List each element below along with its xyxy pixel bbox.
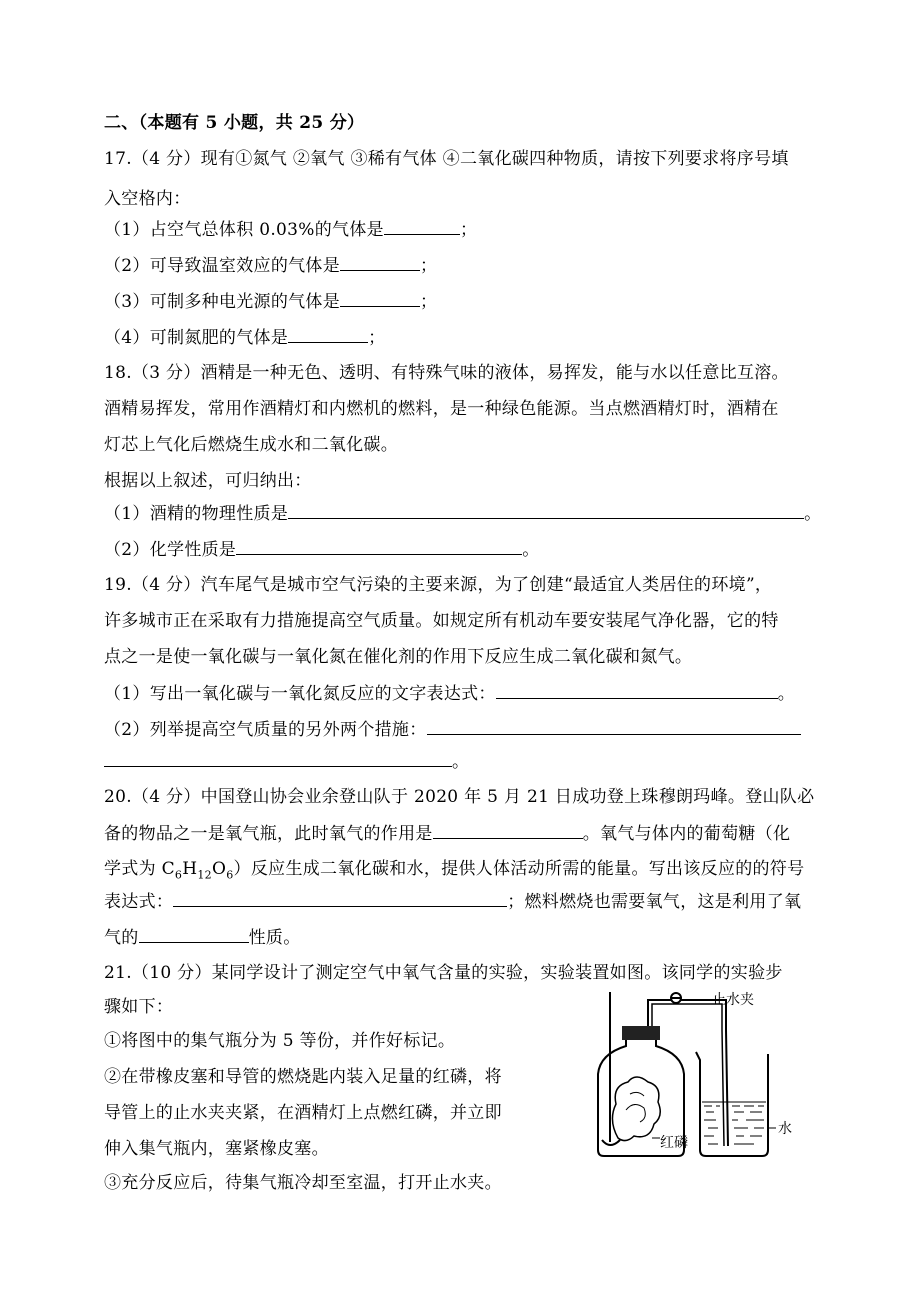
q18-item2: （2）化学性质是 。 (104, 540, 540, 560)
section-title: 二、（本题有 5 小题，共 25 分） (104, 113, 365, 133)
apparatus-svg (578, 990, 818, 1160)
q21-step3: ③充分反应后，待集气瓶冷却至室温，打开止水夹。 (104, 1173, 502, 1193)
q19-item1: （1）写出一氧化碳与一氧化氮反应的文字表达式： 。 (104, 684, 796, 704)
glass-tube (648, 1000, 728, 1146)
experiment-apparatus-diagram (578, 990, 818, 1160)
q21-step2c: 伸入集气瓶内，塞紧橡皮塞。 (104, 1139, 329, 1159)
q17-line2: 入空格内： (104, 189, 191, 209)
answer-blank[interactable] (340, 290, 420, 307)
water-surface (702, 1102, 766, 1144)
q17-item4: （4）可制氮肥的气体是 ； (104, 328, 386, 348)
q19-item2-cont: 。 (104, 750, 469, 773)
beaker (696, 1052, 768, 1156)
q19-line1: 19.（4 分）汽车尾气是城市空气污染的主要来源，为了创建“最适宜人类居住的环境”， (104, 575, 773, 595)
q18-line1: 18.（3 分）酒精是一种无色、透明、有特殊气味的液体，易挥发，能与水以任意比互溶。 (104, 363, 789, 383)
q19-item2: （2）列举提高空气质量的另外两个措施： (104, 718, 801, 741)
q17-item3: （3）可制多种电光源的气体是 ； (104, 292, 438, 312)
answer-blank[interactable] (496, 682, 778, 699)
answer-blank[interactable] (139, 926, 249, 943)
q21-step2b: 导管上的止水夹夹紧，在酒精灯上点燃红磷，并立即 (104, 1103, 502, 1123)
q20-line2: 备的物品之一是氧气瓶，此时氧气的作用是 。氧气与体内的葡萄糖（化 (104, 824, 791, 844)
answer-blank[interactable] (427, 718, 801, 735)
q21-line2: 骤如下： (104, 997, 174, 1017)
q21-step1: ①将图中的集气瓶分为 5 等份，并作好标记。 (104, 1031, 456, 1051)
q18-line2: 酒精易挥发，常用作酒精灯和内燃机的燃料，是一种绿色能源。当点燃酒精灯时，酒精在 (104, 399, 779, 419)
q20-line5: 气的 性质。 (104, 928, 301, 948)
label-phosphorus: 红磷 (660, 1135, 688, 1151)
q17-item2: （2）可导致温室效应的气体是 ； (104, 256, 438, 276)
rubber-stopper (622, 1026, 660, 1040)
q18-item1: （1）酒精的物理性质是 。 (104, 504, 822, 524)
label-water: 水 (778, 1121, 792, 1137)
q18-line3: 灯芯上气化后燃烧生成水和二氧化碳。 (104, 435, 399, 455)
q17-line1: 17.（4 分）现有①氮气 ②氧气 ③稀有气体 ④二氧化碳四种物质，请按下列要求将序号填 (104, 149, 789, 169)
q19-line3: 点之一是使一氧化碳与一氧化氮在催化剂的作用下反应生成二氧化碳和氮气。 (104, 647, 693, 667)
answer-blank[interactable] (173, 890, 507, 907)
phosphorus-smoke (612, 1077, 660, 1141)
q21-step2a: ②在带橡皮塞和导管的燃烧匙内装入足量的红磷，将 (104, 1067, 502, 1087)
q20-line3: 学式为 $C_6H_{12}O_6$）反应生成二氧化碳和水，提供人体活动所需的能量。写出该反应的的符号 (104, 859, 805, 882)
q17-item1: （1）占空气总体积 0.03%的气体是 ； (104, 220, 478, 240)
label-clamp: 止水夹 (712, 992, 754, 1008)
answer-blank[interactable] (384, 218, 460, 235)
answer-blank[interactable] (340, 254, 420, 271)
q19-line2: 许多城市正在采取有力措施提高空气质量。如规定所有机动车要安装尾气净化器，它的特 (104, 611, 779, 631)
q20-line1: 20.（4 分）中国登山协会业余登山队于 2020 年 5 月 21 日成功登上珠穆朗玛峰。登山队必 (104, 787, 815, 807)
answer-blank[interactable] (288, 502, 804, 519)
q20-line4: 表达式： ；燃料燃烧也需要氧气，这是利用了氧 (104, 892, 802, 912)
answer-blank[interactable] (288, 326, 368, 343)
q18-line4: 根据以上叙述，可归纳出： (104, 471, 312, 491)
answer-blank[interactable] (433, 822, 583, 839)
answer-blank[interactable] (104, 750, 452, 767)
answer-blank[interactable] (236, 538, 522, 555)
q21-line1: 21.（10 分）某同学设计了测定空气中氧气含量的实验，实验装置如图。该同学的实验步 (104, 963, 783, 983)
